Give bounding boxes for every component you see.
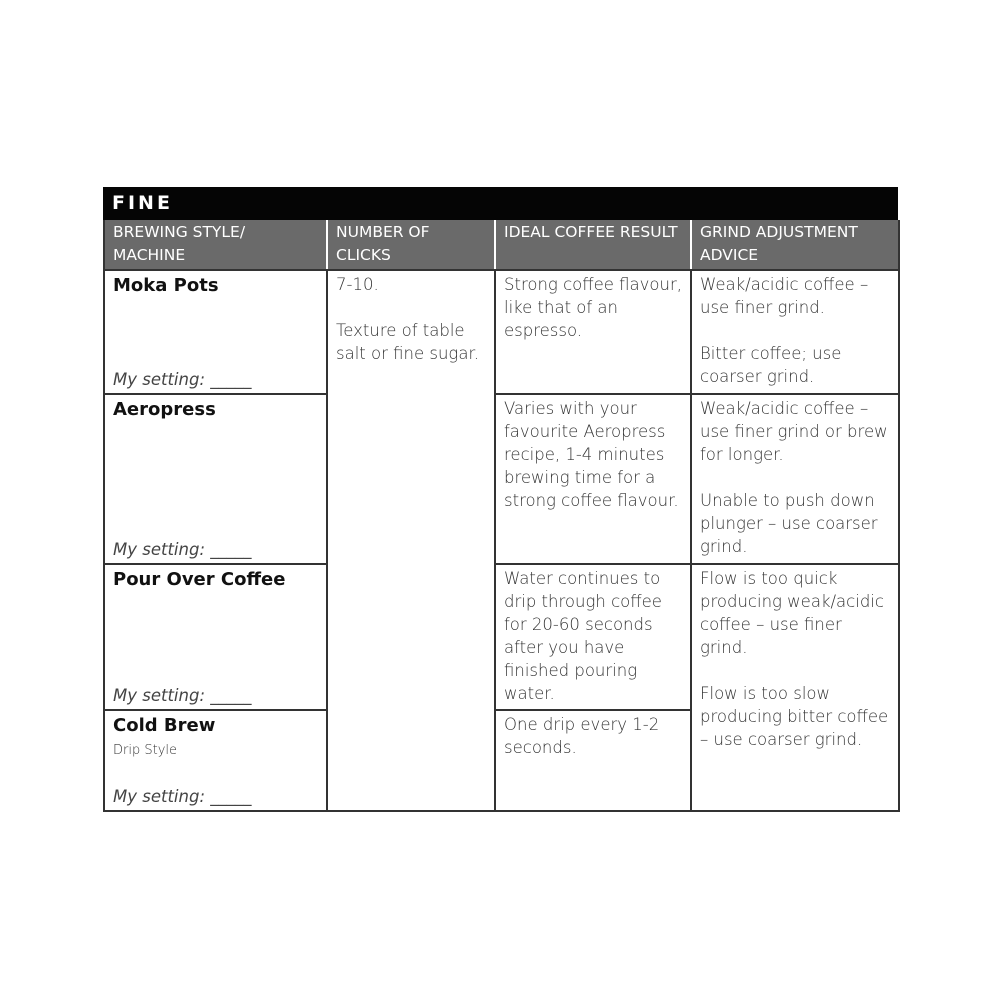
ideal-result-cell — [495, 564, 691, 710]
brewing-style-name: Moka Pots — [113, 275, 219, 296]
grind-advice-coarser: Flow is too slow producing bitter coffee – use coarser grind. — [700, 684, 889, 749]
header-number-of-clicks: NUMBER OF CLICKS — [327, 220, 495, 270]
header-row — [104, 220, 899, 270]
header-ideal-result: IDEAL COFFEE RESULT — [495, 220, 691, 270]
brewing-style-cell — [104, 394, 327, 564]
brewing-style-cell — [104, 270, 327, 394]
grind-advice-cell — [691, 394, 899, 564]
brewing-style-name: Aeropress — [113, 399, 216, 420]
clicks-cell — [327, 270, 495, 811]
grind-advice-coarser: Bitter coffee; use coarser grind. — [700, 344, 842, 386]
brewing-style-cell — [104, 564, 327, 710]
grind-table — [103, 220, 900, 812]
table-row — [104, 564, 899, 710]
my-setting-label: My setting: _____ — [113, 787, 252, 806]
brewing-style-name: Cold Brew — [113, 715, 216, 736]
header-grind-advice: GRIND ADJUSTMENT ADVICE — [691, 220, 899, 270]
brewing-style-subtitle: Drip Style — [113, 743, 178, 758]
table-row — [104, 270, 899, 394]
ideal-result-cell — [495, 270, 691, 394]
table-row — [104, 394, 899, 564]
grind-advice-cell — [691, 270, 899, 394]
grind-advice-finer: Weak/acidic coffee – use finer grind. — [700, 275, 869, 317]
grind-advice-finer: Flow is too quick producing weak/acidic coffee – use finer grind. — [700, 569, 884, 657]
ideal-result-text: Varies with your favourite Aeropress recipe, 1-4 minutes brewing time for a strong coffee flavour. — [504, 399, 679, 510]
section-title-bar — [103, 187, 898, 220]
clicks-texture: Texture of table salt or fine sugar. — [336, 321, 479, 363]
ideal-result-text: Strong coffee flavour, like that of an espresso. — [504, 275, 682, 340]
grind-advice-cell — [691, 564, 899, 811]
ideal-result-cell — [495, 710, 691, 811]
my-setting-label: My setting: _____ — [113, 540, 252, 559]
grind-advice-finer: Weak/acidic coffee – use finer grind or brew for longer. — [700, 399, 888, 464]
ideal-result-text: One drip every 1-2 seconds. — [504, 715, 660, 757]
grind-advice-coarser: Unable to push down plunger – use coarser grind. — [700, 491, 878, 556]
grind-settings-card — [103, 187, 898, 813]
header-brewing-style: BREWING STYLE/ MACHINE — [104, 220, 327, 270]
ideal-result-cell — [495, 394, 691, 564]
brewing-style-cell — [104, 710, 327, 811]
my-setting-label: My setting: _____ — [113, 370, 252, 389]
section-title: FINE — [112, 192, 173, 214]
clicks-value: 7-10. — [336, 275, 379, 294]
ideal-result-text: Water continues to drip through coffee for 20-60 seconds after you have finished pouring water. — [504, 569, 662, 703]
brewing-style-name: Pour Over Coffee — [113, 569, 286, 590]
my-setting-label: My setting: _____ — [113, 686, 252, 705]
